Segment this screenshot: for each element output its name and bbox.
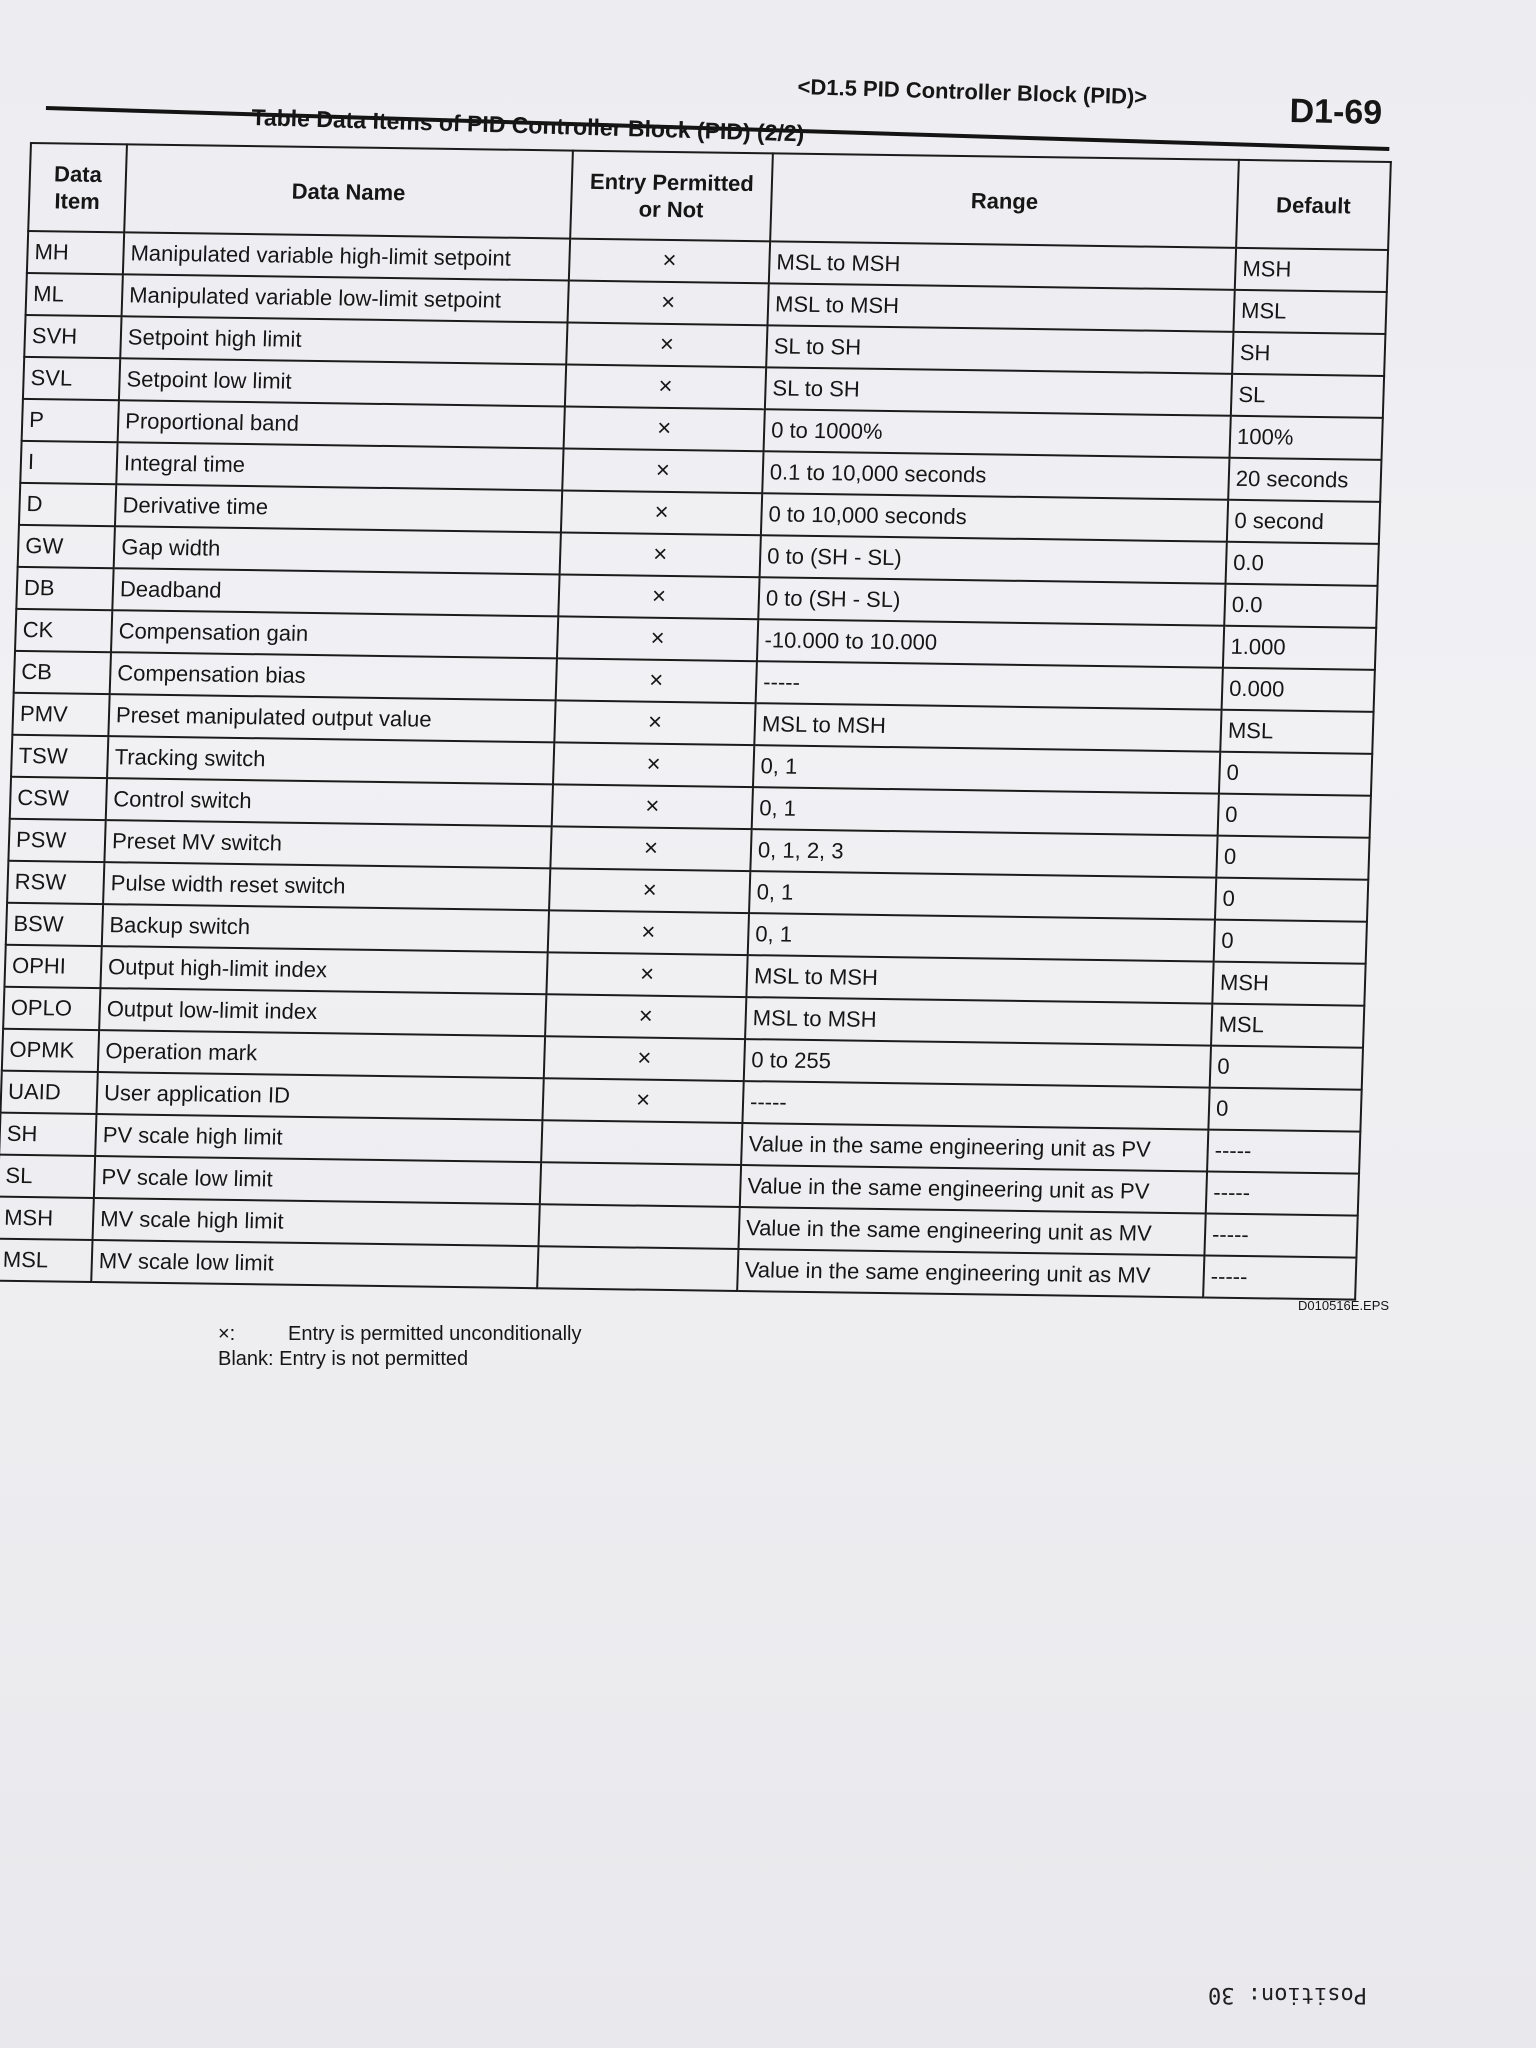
cell-data-item: OPLO <box>3 987 100 1030</box>
cell-default: 0 <box>1210 1046 1363 1090</box>
cell-range: 0.1 to 10,000 seconds <box>762 451 1229 499</box>
cell-default: MSH <box>1212 962 1365 1006</box>
cell-range: MSL to MSH <box>754 703 1221 751</box>
column-header-data-name: Data Name <box>124 144 573 238</box>
table-caption: Table Data Items of PID Controller Block (PID) (2/2) <box>251 104 805 147</box>
cell-data-name: Compensation gain <box>111 610 558 658</box>
cell-range: 0, 1 <box>749 871 1216 919</box>
cell-data-name: Gap width <box>114 526 561 574</box>
cell-entry-permitted: × <box>562 448 763 493</box>
cell-range: 0, 1 <box>748 913 1215 961</box>
cell-entry-permitted: × <box>566 323 767 368</box>
cell-entry-permitted <box>538 1204 739 1249</box>
section-reference: <D1.5 PID Controller Block (PID)> <box>797 74 1148 110</box>
cell-data-name: User application ID <box>96 1072 543 1120</box>
cell-data-item: CSW <box>10 777 107 820</box>
cell-entry-permitted: × <box>557 616 758 661</box>
page-number: D1-69 <box>1289 92 1383 132</box>
cell-range: 0 to (SH - SL) <box>760 535 1227 583</box>
column-header-data-item: Data Item <box>28 143 127 232</box>
cell-range: ----- <box>742 1081 1209 1129</box>
cell-range: 0, 1 <box>752 787 1219 835</box>
cell-entry-permitted: × <box>546 952 747 997</box>
cell-data-item: RSW <box>7 861 104 904</box>
cell-default: ----- <box>1206 1172 1359 1216</box>
cell-range: Value in the same engineering unit as PV <box>741 1123 1208 1171</box>
cell-data-name: MV scale high limit <box>93 1198 540 1246</box>
cell-range: ----- <box>756 661 1223 709</box>
cell-entry-permitted: × <box>549 868 750 913</box>
cell-data-item: MH <box>27 231 124 274</box>
cell-entry-permitted: × <box>558 574 759 619</box>
cell-default: SH <box>1232 332 1385 376</box>
cell-data-item: GW <box>18 525 115 568</box>
cell-data-item: SH <box>0 1113 96 1156</box>
cell-entry-permitted: × <box>542 1078 743 1123</box>
cell-data-item: CB <box>14 651 111 694</box>
legend-key: ×: <box>218 1323 236 1345</box>
cell-data-item: SVH <box>24 315 121 358</box>
legend-row-not-permitted <box>218 1347 581 1372</box>
cell-data-item: ML <box>26 273 123 316</box>
cell-default: 0 <box>1208 1088 1361 1132</box>
cell-data-name: PV scale low limit <box>94 1156 541 1204</box>
cell-data-name: Setpoint high limit <box>120 316 567 364</box>
cell-entry-permitted: × <box>544 1036 745 1081</box>
cell-data-item: PSW <box>8 819 105 862</box>
cell-data-item: P <box>22 399 119 442</box>
cell-range: 0, 1, 2, 3 <box>750 829 1217 877</box>
cell-range: SL to SH <box>766 325 1233 373</box>
cell-default: MSL <box>1211 1004 1364 1048</box>
cell-range: Value in the same engineering unit as MV <box>738 1207 1205 1255</box>
cell-data-item: DB <box>16 567 113 610</box>
cell-data-item: CK <box>15 609 112 652</box>
figure-file-reference: D010516E.EPS <box>1298 1298 1390 1313</box>
cell-entry-permitted: × <box>554 700 755 745</box>
legend <box>218 1322 581 1372</box>
cell-range: 0 to (SH - SL) <box>758 577 1225 625</box>
cell-data-name: Control switch <box>106 778 553 826</box>
cell-data-name: Setpoint low limit <box>119 358 566 406</box>
cell-default: MSH <box>1235 248 1388 292</box>
cell-data-name: Manipulated variable high-limit setpoint <box>123 232 570 280</box>
cell-data-item: BSW <box>6 903 103 946</box>
cell-default: 0 <box>1218 794 1371 838</box>
cell-data-name: Preset manipulated output value <box>108 694 555 742</box>
column-header-entry-permitted: Entry Permitted or Not <box>570 151 773 242</box>
cell-data-item: UAID <box>0 1071 97 1114</box>
cell-entry-permitted <box>537 1246 738 1291</box>
cell-range: SL to SH <box>765 367 1232 415</box>
cell-data-name: Integral time <box>116 442 563 490</box>
cell-entry-permitted <box>540 1162 741 1207</box>
cell-range: MSL to MSH <box>745 997 1212 1045</box>
cell-data-name: Backup switch <box>102 904 549 952</box>
cell-default: 100% <box>1229 416 1382 460</box>
cell-default: 0 <box>1216 836 1369 880</box>
cell-entry-permitted: × <box>564 406 765 451</box>
cell-data-name: Derivative time <box>115 484 562 532</box>
cell-range: Value in the same engineering unit as MV <box>737 1249 1204 1297</box>
cell-data-item: PMV <box>12 693 109 736</box>
cell-default: 0 <box>1215 878 1368 922</box>
cell-entry-permitted: × <box>560 532 761 577</box>
table-body <box>0 231 1388 1300</box>
cell-data-name: Deadband <box>112 568 559 616</box>
cell-data-item: MSL <box>0 1239 93 1282</box>
cell-entry-permitted: × <box>568 281 769 326</box>
cell-entry-permitted: × <box>548 910 749 955</box>
cell-range: 0 to 10,000 seconds <box>761 493 1228 541</box>
cell-data-item: SVL <box>23 357 120 400</box>
cell-data-name: Tracking switch <box>107 736 554 784</box>
cell-range: MSL to MSH <box>767 283 1234 331</box>
cell-default: 0 second <box>1227 500 1380 544</box>
cell-entry-permitted <box>541 1120 742 1165</box>
cell-entry-permitted: × <box>561 490 762 535</box>
cell-data-name: Preset MV switch <box>104 820 551 868</box>
cell-range: 0 to 255 <box>744 1039 1211 1087</box>
legend-text: Entry is not permitted <box>279 1348 469 1370</box>
cell-entry-permitted: × <box>550 826 751 871</box>
cell-entry-permitted: × <box>552 784 753 829</box>
cell-range: Value in the same engineering unit as PV <box>740 1165 1207 1213</box>
cell-data-item: OPMK <box>2 1029 99 1072</box>
cell-data-name: Operation mark <box>98 1030 545 1078</box>
cell-data-name: Output low-limit index <box>99 988 546 1036</box>
cell-default: 0.0 <box>1224 584 1377 628</box>
cell-entry-permitted: × <box>545 994 746 1039</box>
legend-key: Blank: <box>218 1348 274 1370</box>
cell-data-item: MSH <box>0 1197 94 1240</box>
cell-data-name: Manipulated variable low-limit setpoint <box>122 274 569 322</box>
cell-default: 20 seconds <box>1228 458 1381 502</box>
legend-text: Entry is permitted unconditionally <box>288 1323 582 1345</box>
cell-default: 1.000 <box>1223 626 1376 670</box>
column-header-range: Range <box>770 153 1239 247</box>
cell-default: MSL <box>1220 710 1373 754</box>
cell-data-name: Proportional band <box>118 400 565 448</box>
data-items-table <box>0 142 1392 1301</box>
cell-data-item: TSW <box>11 735 108 778</box>
cell-default: SL <box>1231 374 1384 418</box>
cell-default: 0 <box>1214 920 1367 964</box>
cell-range: 0 to 1000% <box>764 409 1231 457</box>
column-header-default: Default <box>1236 160 1391 250</box>
cell-default: 0.0 <box>1226 542 1379 586</box>
cell-data-item: D <box>19 483 116 526</box>
cell-entry-permitted: × <box>553 742 754 787</box>
cell-data-item: I <box>20 441 117 484</box>
cell-entry-permitted: × <box>556 658 757 703</box>
cell-range: 0, 1 <box>753 745 1220 793</box>
legend-row-permitted <box>218 1322 581 1347</box>
data-table-container <box>0 142 1390 1301</box>
cell-entry-permitted: × <box>565 365 766 410</box>
cell-default: MSL <box>1233 290 1386 334</box>
cell-data-name: MV scale low limit <box>91 1240 538 1288</box>
cell-range: MSL to MSH <box>746 955 1213 1003</box>
cell-range: MSL to MSH <box>769 241 1236 289</box>
cell-data-name: Output high-limit index <box>100 946 547 994</box>
cell-data-item: SL <box>0 1155 95 1198</box>
cell-default: ----- <box>1203 1256 1356 1300</box>
cell-default: 0.000 <box>1222 668 1375 712</box>
cell-range: -10.000 to 10.000 <box>757 619 1224 667</box>
cell-data-name: Pulse width reset switch <box>103 862 550 910</box>
cell-default: ----- <box>1204 1214 1357 1258</box>
cell-data-name: Compensation bias <box>110 652 557 700</box>
footer-position-stamp: Position: 30 <box>1208 1982 1367 2007</box>
cell-default: ----- <box>1207 1130 1360 1174</box>
cell-entry-permitted: × <box>569 239 770 284</box>
cell-default: 0 <box>1219 752 1372 796</box>
cell-data-name: PV scale high limit <box>95 1114 542 1162</box>
cell-data-item: OPHI <box>4 945 101 988</box>
